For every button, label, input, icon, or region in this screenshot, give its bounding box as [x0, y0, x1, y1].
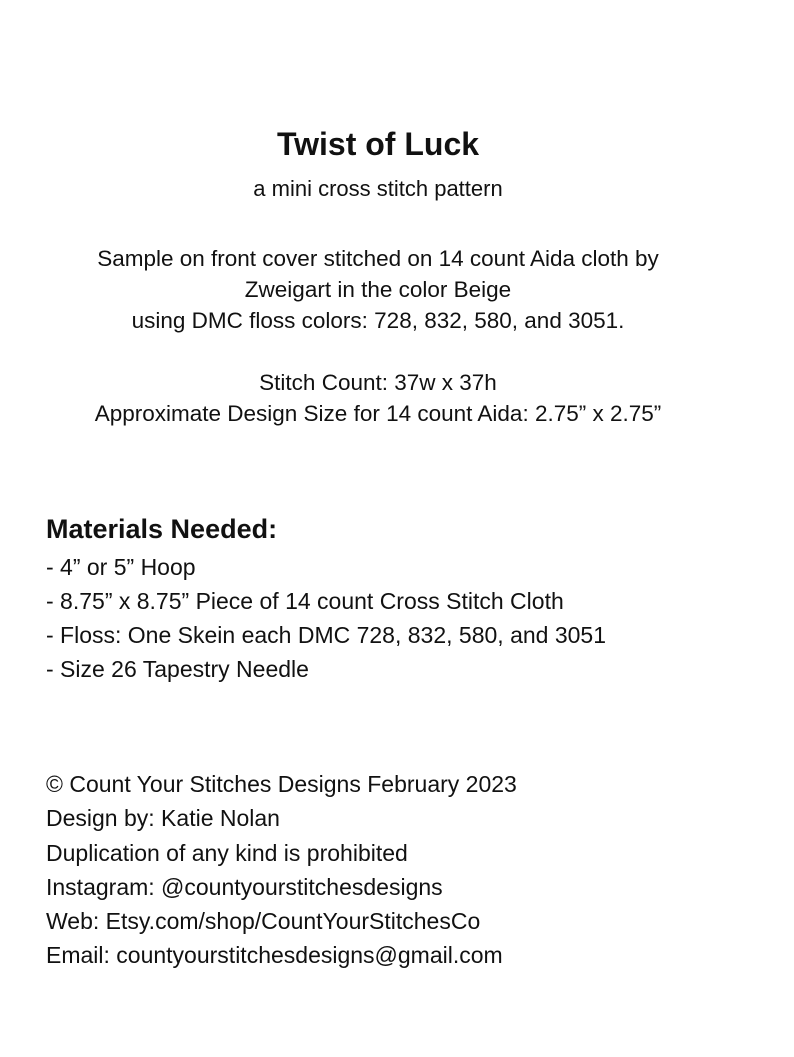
pattern-specs — [0, 367, 756, 429]
material-item: - 4” or 5” Hoop — [46, 554, 196, 580]
sample-line: Zweigart in the color Beige — [244, 277, 512, 302]
pattern-subtitle: a mini cross stitch pattern — [253, 176, 503, 201]
material-item: - 8.75” x 8.75” Piece of 14 count Cross Stitch Cloth — [46, 588, 564, 614]
materials-section — [46, 510, 766, 686]
copyright-line: © Count Your Stitches Designs February 2023 — [46, 771, 517, 797]
sample-description — [0, 243, 756, 336]
instagram-line: Instagram: @countyourstitchesdesigns — [46, 873, 443, 900]
credits-section — [46, 767, 766, 973]
email-line: Email: countyourstitchesdesigns@gmail.com — [46, 942, 503, 969]
material-item: - Size 26 Tapestry Needle — [46, 656, 309, 682]
stitch-count: Stitch Count: 37w x 37h — [259, 370, 497, 395]
design-size: Approximate Design Size for 14 count Aida: 2.75” x 2.75” — [94, 401, 662, 426]
duplication-notice: Duplication of any kind is prohibited — [46, 839, 408, 866]
pattern-title: Twist of Luck — [276, 126, 480, 162]
web-line: Web: Etsy.com/shop/CountYourStitchesCo — [46, 908, 481, 935]
designer-line: Design by: Katie Nolan — [46, 805, 280, 832]
materials-heading: Materials Needed: — [46, 514, 278, 544]
materials-list — [46, 550, 766, 686]
sample-line: using DMC floss colors: 728, 832, 580, and 3051. — [131, 308, 625, 333]
material-item: - Floss: One Skein each DMC 728, 832, 580, and 3051 — [46, 622, 606, 648]
sample-line: Sample on front cover stitched on 14 count Aida cloth by — [97, 246, 659, 271]
